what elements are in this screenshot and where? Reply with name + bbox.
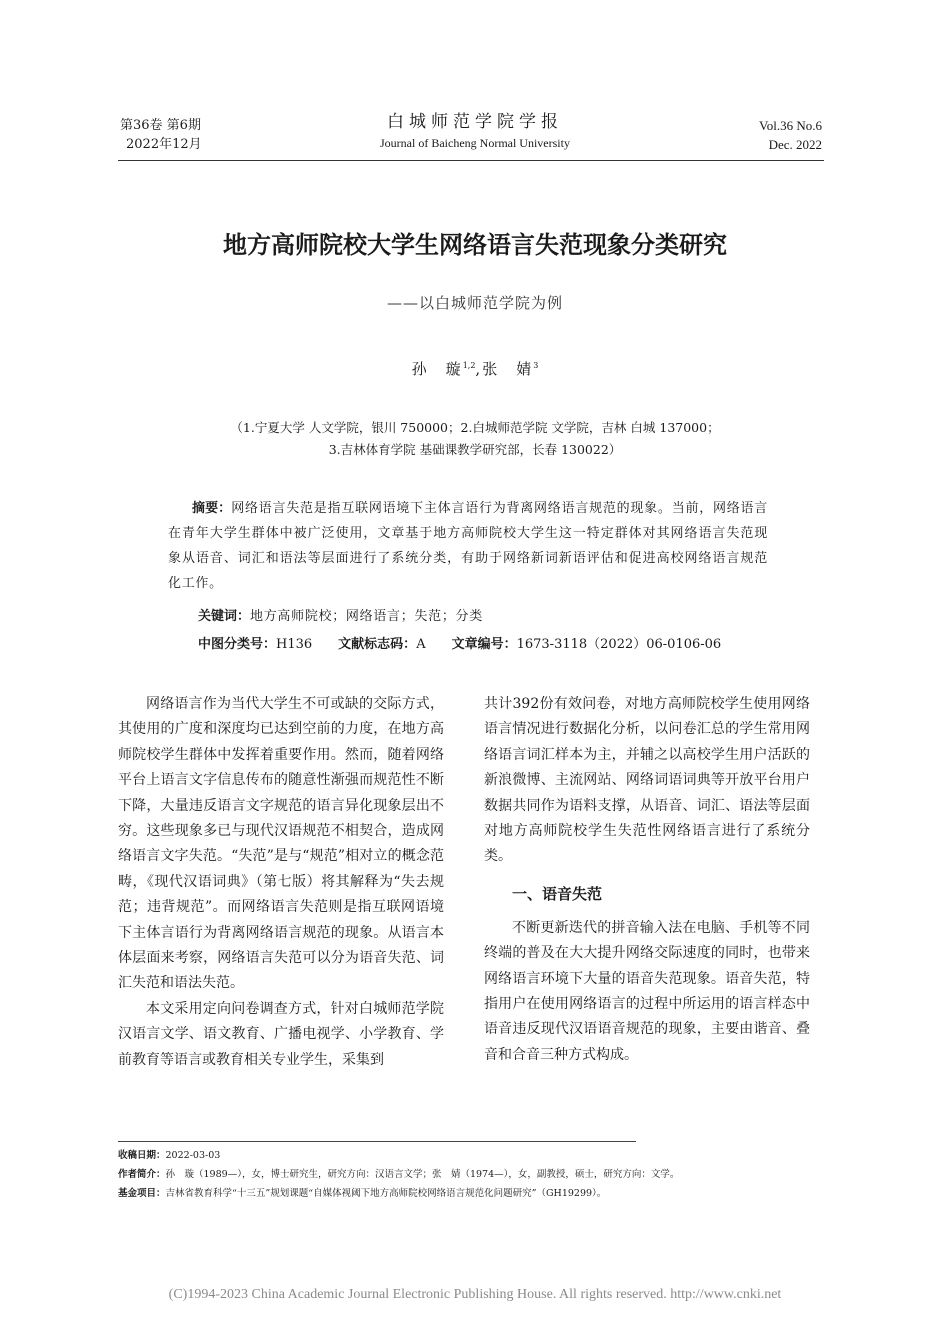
author-2-affil: 3: [533, 361, 539, 370]
author-1-affil: 1,2: [462, 361, 476, 370]
abstract-label: 摘要：: [192, 501, 232, 516]
section-heading: 一、语音失范: [512, 884, 603, 903]
body-paragraph: 不断更新迭代的拼音输入法在电脑、手机等不同终端的普及在大大提升网络交际速度的同时，也带来网络语言环境下大量的语音失范现象。语音失范，特指用户在使用网络语言的过程中所运用的语言样态中语音违反现代汉语语音规范的现象，主要由谐音、叠音和合音三种方式构成。: [484, 919, 810, 1063]
received-value: 2022-03-03: [165, 1150, 221, 1161]
classification-row: [198, 632, 778, 657]
affiliation-line-1: （1.宁夏大学 人文学院，银川 750000；2.白城师范学院 文学院，吉林 白城 137000；: [230, 420, 720, 435]
fund-text: 吉林省教育科学“十三五”规划课题“自媒体视阈下地方高师院校网络语言规范化问题研究”（GH19299）。: [165, 1188, 607, 1199]
keywords-label: 关键词：: [198, 609, 251, 624]
body-paragraph: 本文采用定向问卷调查方式，针对白城师范学院汉语言文学、语文教育、广播电视学、小学教育、学前教育等语言或教育相关专业学生，采集到: [118, 1000, 444, 1068]
authors: [0, 358, 950, 379]
author-1: 孙 璇: [411, 360, 463, 378]
volume-issue-en: Vol.36 No.6: [759, 118, 822, 133]
body-paragraph: 网络语言作为当代大学生不可或缺的交际方式，其使用的广度和深度均已达到空前的力度，在地方高师院校学生群体中发挥着重要作用。然而，随着网络平台上语言文字信息传布的随意性渐强而规范性不断下降，大量违反语言文字规范的语言异化现象层出不穷。这些现象多已与现代汉语规范不相契合，造成网络语言文字失范。“失范”是与“规范”相对立的概念范畴，《现代汉语词典》（第七版）将其解释为“失去规范；违背规范”。而网络语言失范则是指互联网语境下主体言语行为背离网络语言规范的现象。从语言本体层面来考察，网络语言失范可以分为语音失范、词汇失范和语法失范。: [118, 696, 444, 992]
article-subtitle: ——以白城师范学院为例: [386, 294, 563, 312]
article-title: 地方高师院校大学生网络语言失范现象分类研究: [223, 231, 727, 259]
volume-issue-cn: 第36卷 第6期: [120, 118, 201, 133]
author-separator: ,: [475, 360, 483, 378]
body-paragraph: 共计392份有效问卷，对地方高师院校学生使用网络语言情况进行数据化分析，以问卷汇总的学生常用网络语言词汇样本为主，并辅之以高校学生用户活跃的新浪微博、主流网站、网络词语词典等开放平台用户数据共同作为语料支撑，从语音、词汇、语法等层面对地方高师院校学生失范性网络语言进行了系统分类。: [484, 696, 810, 865]
received-label: 收稿日期：: [118, 1150, 166, 1161]
body-column-right: [484, 692, 810, 1068]
date-en: Dec. 2022: [768, 137, 822, 152]
article-no-label: 文章编号：: [451, 637, 517, 652]
clc-value: H136: [276, 637, 313, 652]
footnote-rule: [118, 1141, 636, 1142]
affiliation-line-2: 3.吉林体育学院 基础课教学研究部，长春 130022）: [328, 442, 622, 457]
keywords: [198, 604, 483, 629]
date-cn: 2022年12月: [126, 137, 202, 152]
affiliations: [0, 417, 950, 461]
author-bio-text: 孙 璇（1989—），女，博士研究生，研究方向：汉语言文学；张 婧（1974—），女，副教授，硕士，研究方向：文学。: [165, 1169, 680, 1180]
fund-info: [118, 1184, 838, 1203]
abstract: [168, 496, 768, 596]
clc-label: 中图分类号：: [198, 637, 277, 652]
author-2: 张 婧: [482, 360, 534, 378]
header-right: [759, 116, 822, 154]
header-rule: [118, 160, 824, 161]
article-no-value: 1673-3118（2022）06-0106-06: [516, 637, 722, 652]
body-column-left: [118, 692, 444, 1073]
author-bio: [118, 1165, 838, 1184]
doc-code-label: 文献标志码：: [338, 637, 417, 652]
journal-name-en: Journal of Baicheng Normal University: [380, 136, 570, 150]
footnotes: [118, 1146, 838, 1203]
author-bio-label: 作者简介：: [118, 1169, 166, 1180]
received-date: [118, 1146, 838, 1165]
abstract-text: 网络语言失范是指互联网语境下主体言语行为背离网络语言规范的现象。当前，网络语言在青年大学生群体中被广泛使用，文章基于地方高师院校大学生这一特定群体对其网络语言失范现象从语音、词汇和语法等层面进行了系统分类，有助于网络新词新语评估和促进高校网络语言规范化工作。: [168, 501, 768, 591]
fund-label: 基金项目：: [118, 1188, 166, 1199]
journal-name-cn: 白城师范学院学报: [387, 112, 563, 132]
doc-code-value: A: [416, 637, 426, 652]
copyright-notice: (C)1994-2023 China Academic Journal Electronic Publishing House. All rights reserved. http://www.cnki.net: [168, 1287, 782, 1302]
keywords-text: 地方高师院校；网络语言；失范；分类: [250, 609, 483, 624]
